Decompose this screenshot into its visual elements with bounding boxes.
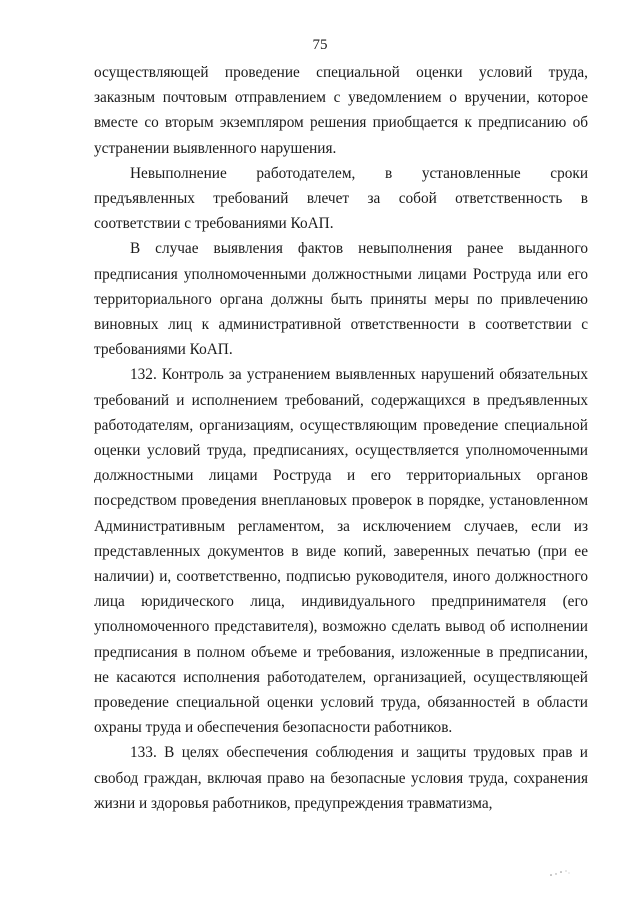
document-body	[94, 60, 588, 816]
paragraph-item-132: 132. Контроль за устранением выявленных нарушений обязательных требований и исполнением требований, содержащихся в предъявленных работодателям, организациям, осуществляющим проведение специальной оценки условий труда, предписаниях, осуществляется уполномоченными должностными лицами Роструда и его территориальных органов посредством проведения внеплановых проверок в порядке, установленном Административным регламентом, за исключением случаев, если из представленных документов в виде копий, заверенных печатью (при ее наличии) и, соответственно, подписью руководителя, иного должностного лица юридического лица, индивидуального предпринимателя (его уполномоченного представителя), возможно сделать вывод об исполнении предписания в полном объеме и требования, изложенные в предписании, не касаются исполнения работодателем, организацией, осуществляющей проведение специальной оценки условий труда, обязанностей в области охраны труда и обеспечения безопасности работников.	[94, 366, 588, 737]
scan-artifact-mark	[548, 868, 572, 878]
paragraph-violation-cases: В случае выявления фактов невыполнения ранее выданного предписания уполномоченными должностными лицами Роструда или его территориального органа должны быть приняты меры по привлечению виновных лиц к административной ответственности в соответствии с требованиями КоАП.	[94, 240, 588, 359]
page-number: 75	[312, 37, 328, 53]
paragraph-continuation: осуществляющей проведение специальной оценки условий труда, заказным почтовым отправлением с уведомлением о вручении, которое вместе со вторым экземпляром решения приобщается к предписанию об устранении выявленного нарушения.	[94, 64, 588, 157]
paragraph-noncompliance: Невыполнение работодателем, в установленные сроки предъявленных требований влечет за собой ответственность в соответствии с требованиями КоАП.	[94, 164, 588, 233]
paragraph-item-133: 133. В целях обеспечения соблюдения и защиты трудовых прав и свобод граждан, включая право на безопасные условия труда, сохранения жизни и здоровья работников, предупреждения травматизма,	[94, 744, 588, 812]
